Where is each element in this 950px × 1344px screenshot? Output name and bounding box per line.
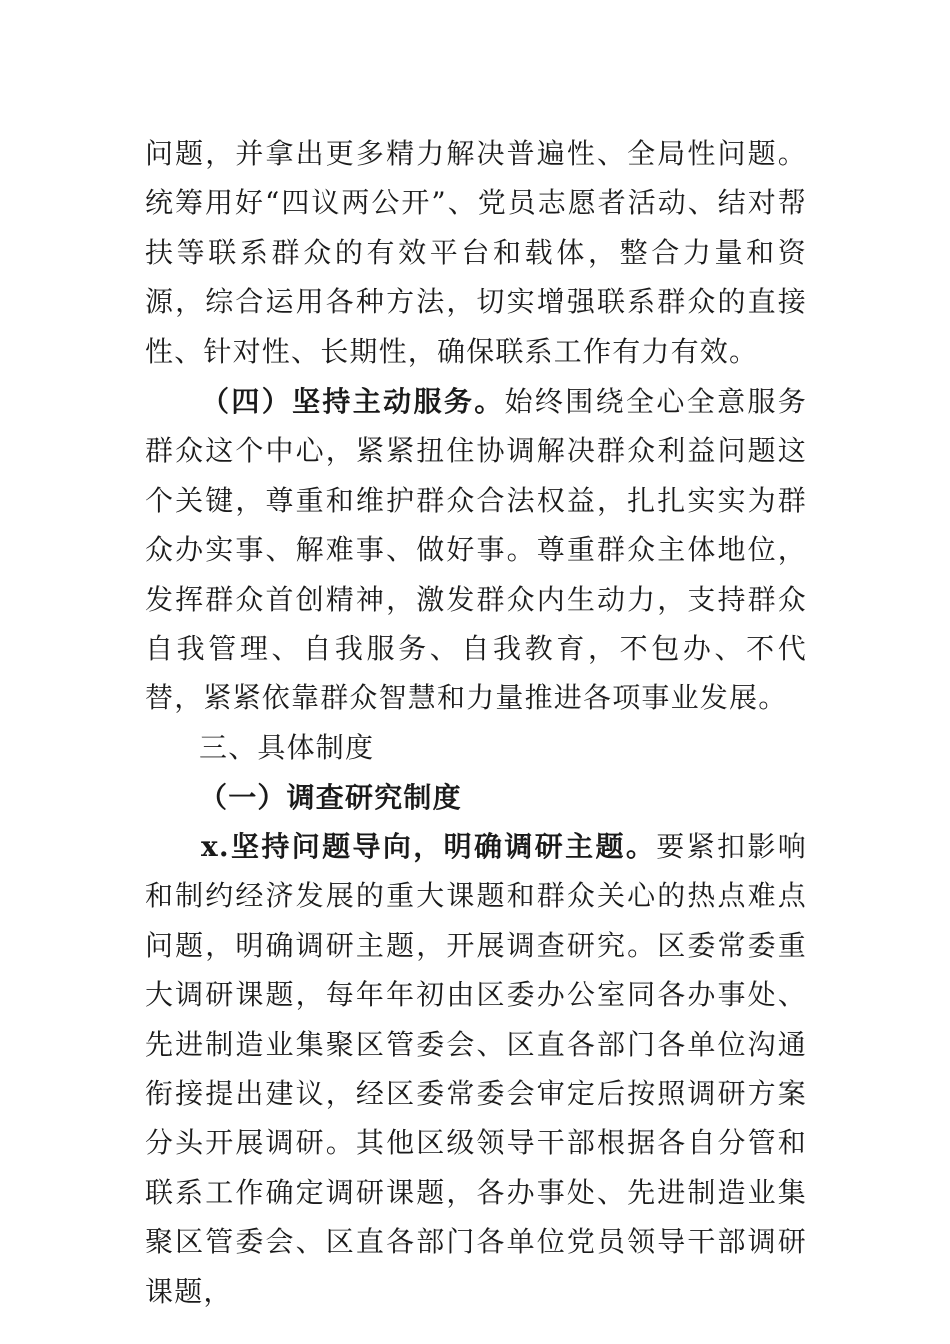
paragraph-title: （四）坚持主动服务。 (201, 385, 505, 418)
body-paragraph-item-x (145, 822, 807, 1316)
paragraph-body: 始终围绕全心全意服务群众这个中心，紧紧扭住协调解决群众利益问题这个关键，尊重和维护群众合法权益，扎扎实实为群众办实事、解难事、做好事。尊重群众主体地位，发挥群众首创精神，激发群众内生动力，支持群众自我管理、自我服务、自我教育，不包办、不代替，紧紧依靠群众智慧和力量推进各项事业发展。 (145, 385, 807, 715)
section-heading: 三、具体制度 (199, 731, 375, 764)
subsection-heading: （一）调查研究制度 (199, 781, 462, 814)
paragraph-text (145, 822, 807, 1316)
body-paragraph-continuation (145, 129, 807, 376)
paragraph-title: x.坚持问题导向，明确调研主题。 (201, 830, 657, 863)
body-paragraph-four (145, 377, 807, 723)
paragraph-text (145, 377, 807, 723)
paragraph-text: 问题，并拿出更多精力解决普遍性、全局性问题。统筹用好“四议两公开”、党员志愿者活动、结对帮扶等联系群众的有效平台和载体，整合力量和资源，综合运用各种方法，切实增强联系群众的直接性、针对性、长期性，确保联系工作有力有效。 (145, 137, 807, 368)
paragraph-body: 要紧扣影响和制约经济发展的重大课题和群众关心的热点难点问题，明确调研主题，开展调查研究。区委常委重大调研课题，每年年初由区委办公室同各办事处、先进制造业集聚区管委会、区直各部门各单位沟通衔接提出建议，经区委常委会审定后按照调研方案分头开展调研。其他区级领导干部根据各自分管和联系工作确定调研课题，各办事处、先进制造业集聚区管委会、区直各部门各单位党员领导干部调研课题， (145, 830, 807, 1308)
